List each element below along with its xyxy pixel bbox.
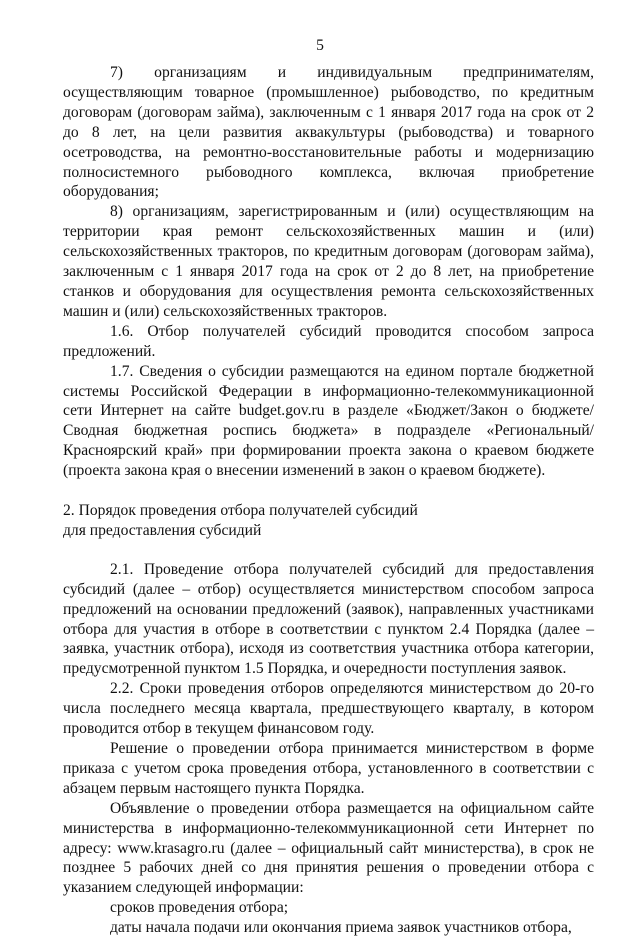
section-heading-line1: 2. Порядок проведения отбора получателей субсидий	[63, 502, 418, 520]
paragraph-item-8: 8) организациям, зарегистрированным и (или) осуществляющим на территории края ремонт сельскохозяйственных машин и (или) сельскохозяйственных тракторов, по кредитным договорам (договорам займа), заключенным с 1 января 2017 года на срок от 2 до 8 лет, на приобретение станков и оборудования для осуществления ремонта сельскохозяйственных машин и (или) сельскохозяйственных тракторов.	[63, 203, 594, 320]
list-item-terms: сроков проведения отбора;	[110, 899, 289, 917]
spacer	[63, 481, 594, 501]
section-heading-line2: для предоставления субсидий	[63, 521, 262, 539]
paragraph-decision: Решение о проведении отбора принимается министерством в форме приказа с учетом срока проведения отбора, установленного в соответствии с абзацем первым настоящего пункта Порядка.	[63, 740, 594, 797]
spacer	[63, 541, 594, 560]
document-body	[63, 63, 594, 938]
paragraph-1-6: 1.6. Отбор получателей субсидий проводится способом запроса предложений.	[63, 322, 594, 360]
list-item-dates: даты начала подачи или окончания приема заявок участников отбора,	[110, 919, 572, 937]
paragraph-item-7: 7) организациям и индивидуальным предпринимателям, осуществляющим товарное (промышленное) рыбоводство, по кредитным договорам (договорам займа), заключенным с 1 января 2017 года на срок от 2 до 8 лет, на цели развития аквакультуры (рыбоводства) и товарного осетроводства, на ремонтно-восстановительные работы и модернизацию полносистемного рыбоводного комплекса, включая приобретение оборудования;	[63, 64, 594, 201]
paragraph-2-2: 2.2. Сроки проведения отборов определяются министерством до 20-го числа последнего месяца квартала, предшествующего кварталу, в котором проводится отбор в текущем финансовом году.	[63, 680, 594, 738]
page-number: 5	[316, 37, 324, 54]
paragraph-announcement: Объявление о проведении отбора размещается на официальном сайте министерства в информационно-телекоммуникационной сети Интернет по адресу: www.krasagro.ru (далее – официальный сайт министерства), в срок не позднее 5 рабочих дней со дня принятия решения о проведении отбора с указанием следующей информации:	[63, 799, 594, 897]
paragraph-2-1: 2.1. Проведение отбора получателей субсидий для предоставления субсидий (далее – отбор) осуществляется министерством способом запроса предложений на основании предложений (заявок), направленных участниками отбора для участия в отборе в соответствии с пунктом 2.4 Порядка (далее – заявка, участник отбора), исходя из соответствия участника отбора категории, предусмотренной пунктом 1.5 Порядка, и очередности поступления заявок.	[63, 560, 594, 678]
paragraph-1-7: 1.7. Сведения о субсидии размещаются на едином портале бюджетной системы Российской Федерации в информационно-телекоммуникационной сети Интернет на сайте budget.gov.ru в разделе «Бюджет/Закон о бюджете/Сводная бюджетная роспись бюджета» в подразделе «Региональный/Красноярский край» при формировании проекта закона о краевом бюджете (проекта закона края о внесении изменений в закон о краевом бюджете).	[63, 362, 594, 480]
